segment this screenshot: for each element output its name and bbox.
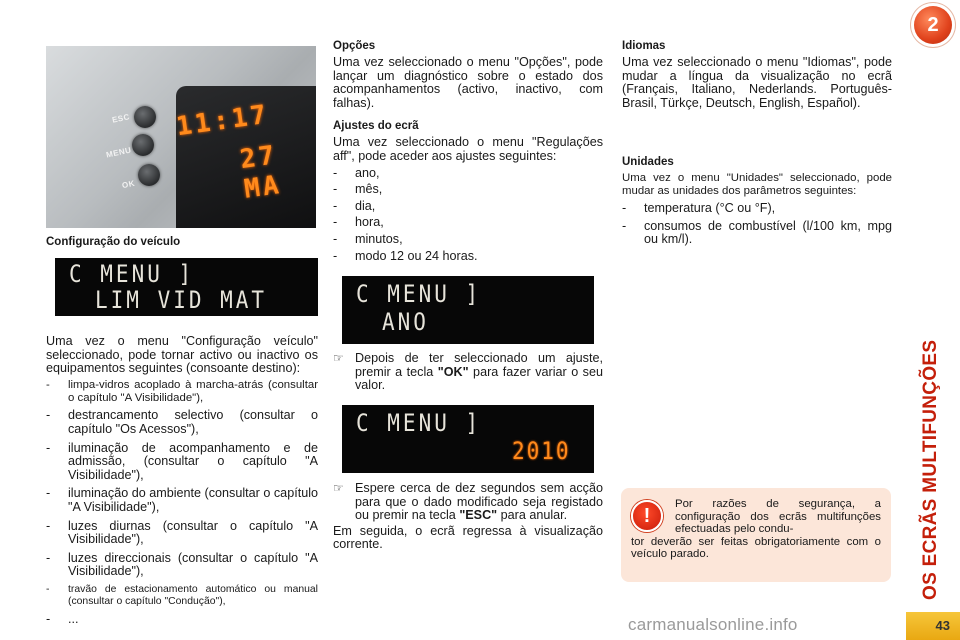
units-heading: Unidades bbox=[622, 156, 674, 169]
tip-esc-text-end: para anular. bbox=[497, 508, 568, 523]
list-item: - consumos de combustível (l/100 km, mpg ou km/l). bbox=[622, 220, 892, 247]
list-item: - iluminação do ambiente (consultar o capítulo "A Visibilidade"), bbox=[46, 487, 318, 514]
lcd-line-2: LIM VID MAT bbox=[95, 286, 268, 314]
esc-knob bbox=[134, 106, 156, 128]
list-item: - ... bbox=[46, 613, 318, 627]
chapter-title: OS ECRÃS MULTIFUNÇÕES bbox=[920, 339, 941, 600]
options-heading: Opções bbox=[333, 40, 376, 52]
lcd-year bbox=[342, 276, 594, 344]
page-number: 43 bbox=[906, 612, 960, 640]
list-item: - hora, bbox=[333, 216, 603, 230]
warning-text-1: Por razões de segurança, a configuração dos ecrãs multifunções efectuadas pelo condu- bbox=[675, 498, 881, 536]
languages-text: Uma vez seleccionado o menu "Idiomas", pode mudar a língua da visualização no ecrã (Français, Italiano, Nederlands. Português-Brasil, Türkçe, Deutsch, English, Español). bbox=[622, 55, 892, 110]
list-item: - limpa-vidros acoplado à marcha-atrás (consultar o capítulo "A Visibilidade"), bbox=[46, 379, 318, 405]
tip-ok-text: Depois de ter seleccionado um ajuste, premir a tecla bbox=[355, 351, 603, 379]
column-languages bbox=[622, 40, 892, 247]
ok-knob bbox=[138, 164, 160, 186]
list-item: - modo 12 ou 24 horas. bbox=[333, 250, 603, 264]
list-item: - luzes diurnas (consultar o capítulo "A Visibilidade"), bbox=[46, 520, 318, 547]
languages-heading: Idiomas bbox=[622, 40, 666, 52]
column-options bbox=[333, 40, 603, 552]
safety-warning-box bbox=[621, 488, 891, 582]
screen-settings-heading: Ajustes do ecrã bbox=[333, 120, 419, 133]
ok-label: OK bbox=[121, 178, 136, 191]
units-list bbox=[622, 202, 892, 247]
lcd-line-1: C MENU ] bbox=[356, 280, 482, 308]
chapter-badge: 2 bbox=[914, 6, 952, 44]
exclamation-icon: ! bbox=[631, 500, 663, 532]
esc-label: ESC bbox=[111, 112, 131, 125]
pointing-hand-icon: ☞ bbox=[333, 480, 344, 495]
menu-knob bbox=[132, 134, 154, 156]
list-item: - destrancamento selectivo (consultar o capítulo "Os Acessos"), bbox=[46, 409, 318, 436]
list-item: - mês, bbox=[333, 183, 603, 197]
warning-text-2: tor deverão ser feitas obrigatoriamente com o veículo parado. bbox=[631, 535, 881, 561]
list-item: - luzes direccionais (consultar o capítulo "A Visibilidade"), bbox=[46, 552, 318, 579]
lcd-year-value bbox=[342, 405, 594, 473]
watermark: carmanualsonline.info bbox=[628, 615, 798, 634]
list-item: - iluminação de acompanhamento e de admissão, (consultar o capítulo "A Visibilidade"), bbox=[46, 442, 318, 483]
list-item: - minutos, bbox=[333, 233, 603, 247]
lcd-line-2: ANO bbox=[382, 308, 429, 336]
vehicle-config-heading: Configuração do veículo bbox=[46, 236, 181, 248]
units-text: Uma vez o menu "Unidades" seleccionado, pode mudar as unidades dos parâmetros seguintes: bbox=[622, 172, 892, 198]
tip-esc-text: Espere cerca de dez segundos sem acção para que o dado modificado seja registado ou premir na tecla bbox=[355, 480, 603, 523]
lcd-line-2: 2010 bbox=[512, 437, 571, 465]
screen-settings-text: Uma vez seleccionado o menu "Regulações aff", pode aceder aos ajustes seguintes: bbox=[333, 135, 603, 163]
vehicle-config-list bbox=[46, 379, 318, 627]
lcd-line-1: C MENU ] bbox=[356, 409, 482, 437]
chapter-sidebar bbox=[906, 0, 960, 640]
esc-key-label: "ESC" bbox=[459, 508, 498, 523]
closing-text: Em seguida, o ecrã regressa à visualização corrente. bbox=[333, 523, 603, 552]
column-vehicle-config bbox=[46, 40, 318, 627]
lcd-vehicle-config bbox=[55, 258, 318, 316]
list-item: - travão de estacionamento automático ou manual (consultar o capítulo "Condução"), bbox=[46, 584, 318, 608]
list-item: - dia, bbox=[333, 200, 603, 214]
screen-settings-list bbox=[333, 167, 603, 264]
options-text: Uma vez seleccionado o menu "Opções", pode lançar um diagnóstico sobre o estado dos acompanhamentos (activo, inactivo, com falhas). bbox=[333, 55, 603, 110]
tip-ok-text-end: para fazer variar o seu valor. bbox=[355, 364, 603, 393]
tip-ok-key bbox=[333, 352, 603, 393]
menu-label: MENU bbox=[105, 145, 133, 160]
vehicle-config-intro: Uma vez o menu "Configuração veículo" seleccionado, pode tornar activo ou inactivo os equipamentos seguintes (consoante destino): bbox=[46, 334, 318, 376]
ok-key-label: "OK" bbox=[437, 364, 469, 379]
list-item: - ano, bbox=[333, 167, 603, 181]
control-panel-photo bbox=[46, 46, 316, 228]
display-time: 11:17 bbox=[174, 99, 271, 143]
pointing-hand-icon: ☞ bbox=[333, 351, 344, 366]
lcd-line-1: C MENU ] bbox=[69, 260, 195, 288]
list-item: - temperatura (°C ou °F), bbox=[622, 202, 892, 216]
tip-esc-key bbox=[333, 482, 603, 523]
display-date: 27 MA bbox=[238, 140, 284, 205]
